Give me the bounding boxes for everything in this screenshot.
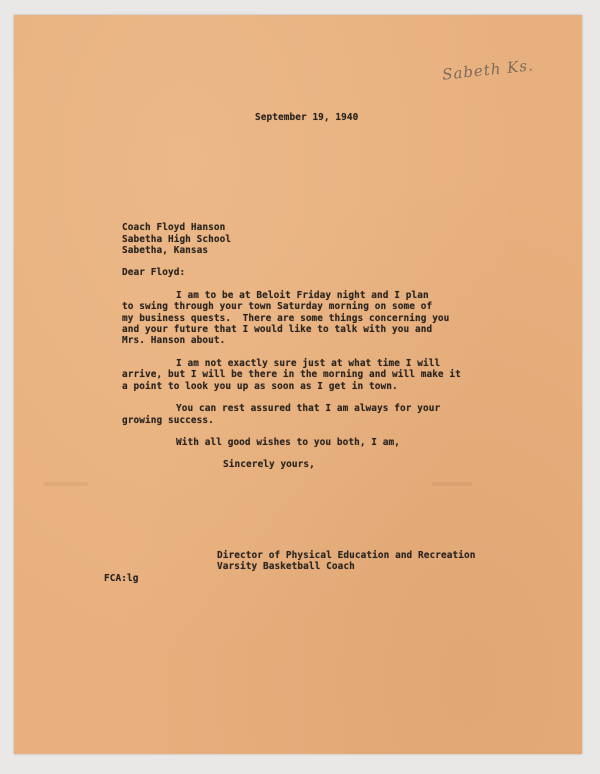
salutation: Dear Floyd:: [122, 267, 186, 278]
body-line: Mrs. Hanson about.: [122, 335, 226, 346]
body-line: my business quests. There are some things concerning you: [122, 313, 450, 324]
recipient-name: Coach Floyd Hanson: [122, 222, 226, 233]
paper-smudge: [44, 482, 88, 486]
body-line: I am to be at Beloit Friday night and I plan: [176, 290, 429, 301]
letter-page: [14, 15, 582, 754]
body-line: growing success.: [122, 415, 214, 426]
body-line: and your future that I would like to talk with you and: [122, 324, 433, 335]
recipient-school: Sabetha High School: [122, 234, 232, 245]
reference-initials: FCA:lg: [104, 573, 139, 584]
body-line: to swing through your town Saturday morning on some of: [122, 301, 433, 312]
complimentary-close: Sincerely yours,: [223, 459, 315, 470]
body-line: a point to look you up as soon as I get in town.: [122, 381, 398, 392]
closing-wishes: With all good wishes to you both, I am,: [176, 437, 401, 448]
handwritten-note: Sabeth Ks.: [441, 56, 535, 84]
body-line: arrive, but I will be there in the morning and will make it: [122, 369, 461, 380]
body-line: I am not exactly sure just at what time I will: [176, 358, 441, 369]
signer-title: Director of Physical Education and Recreation: [217, 550, 476, 561]
paper-smudge: [432, 482, 472, 486]
body-line: You can rest assured that I am always for your: [176, 403, 441, 414]
recipient-city: Sabetha, Kansas: [122, 245, 209, 256]
signer-subtitle: Varsity Basketball Coach: [217, 561, 355, 572]
letter-date: September 19, 1940: [255, 112, 359, 123]
